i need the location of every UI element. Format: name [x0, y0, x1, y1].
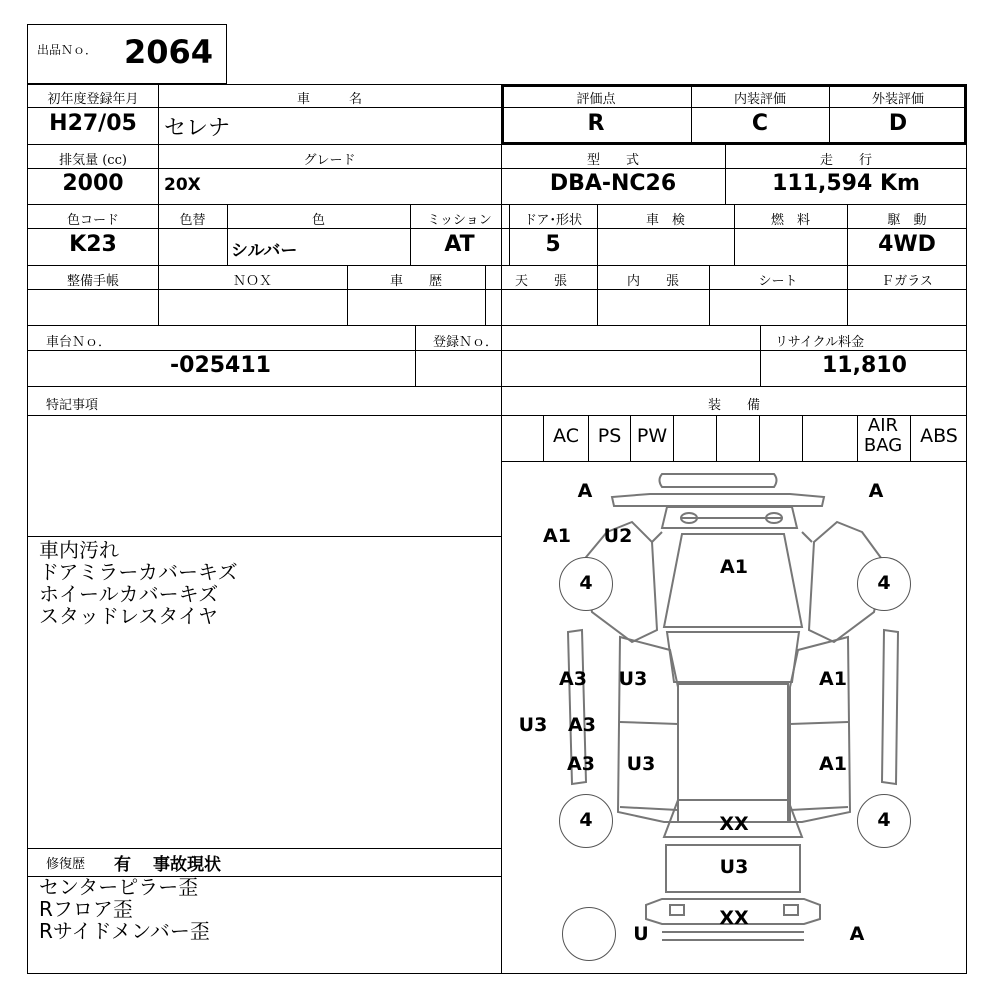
inspection-label: 車 検 [645, 213, 685, 228]
damage-mark: A [577, 480, 593, 502]
history-label: 車 歴 [389, 274, 442, 289]
repair-history-label: 修復歴 [46, 857, 86, 872]
repair-list [39, 876, 210, 942]
trim-label: グレード [303, 153, 356, 168]
roof-lining-label: 天 張 [514, 274, 567, 289]
damage-mark: A3 [567, 753, 595, 775]
tire-rear-right: 4 [857, 794, 911, 848]
nox-label: ＮＯＸ [232, 274, 272, 289]
repair-line: センターピラー歪 [39, 875, 199, 899]
interior-grade-value: C [751, 111, 769, 136]
damage-mark: XX [719, 813, 749, 835]
damage-mark: A1 [819, 668, 847, 690]
tire-front-left: 4 [559, 557, 613, 611]
car-name-value: セレナ [164, 116, 231, 141]
equipment-item-abs: ABS [920, 425, 958, 447]
note-line: スタッドレスタイヤ [39, 604, 218, 628]
damage-mark: U3 [518, 714, 548, 736]
damage-mark: U [633, 923, 649, 945]
equipment-item-ac: AC [553, 425, 579, 447]
damage-mark: U3 [618, 668, 648, 690]
tire-front-right: 4 [857, 557, 911, 611]
recycle-fee-label: リサイクル料金 [775, 335, 865, 350]
color-change-label: 色替 [179, 213, 206, 228]
mission-label: ミッション [427, 213, 492, 228]
trim-value: 20X [164, 175, 201, 195]
tire-spare [562, 907, 616, 961]
lot-number-box [27, 24, 227, 84]
equipment-item-pw: PW [636, 425, 668, 447]
damage-mark: A3 [559, 668, 587, 690]
damage-mark: A1 [819, 753, 847, 775]
damage-mark: A1 [543, 525, 571, 547]
car-name-label: 車 名 [296, 92, 362, 107]
note-line: ホイールカバーキズ [39, 582, 219, 606]
chassis-number-value: -025411 [170, 353, 271, 378]
damage-mark: U3 [626, 753, 656, 775]
color-code-label: 色コード [66, 213, 119, 228]
mileage-value: 111,594 Km [772, 171, 920, 196]
displacement-value: 2000 [62, 171, 124, 196]
damage-mark: XX [719, 907, 749, 929]
front-glass-label: Ｆガラス [881, 274, 933, 289]
interior-grade-label: 内装評価 [733, 92, 786, 107]
mileage-label: 走 行 [819, 153, 872, 168]
grade-label: 評価点 [576, 92, 616, 107]
color-value: シルバー [231, 241, 298, 261]
damage-mark: A3 [568, 714, 596, 736]
registration-number-label: 登録Ｎｏ． [433, 335, 499, 350]
reg-date-value: H27/05 [49, 111, 137, 136]
exterior-grade-value: D [888, 111, 908, 136]
repair-history-value: 有 [114, 855, 131, 875]
damage-mark: A1 [720, 556, 748, 578]
lot-number-value: 2064 [124, 33, 214, 71]
door-label: ドア･形状 [523, 213, 583, 228]
repair-line: Rフロア歪 [39, 897, 133, 921]
model-value: DBA-NC26 [549, 171, 677, 196]
equipment-item-ps: PS [597, 425, 622, 447]
tire-rear-left: 4 [559, 794, 613, 848]
damage-mark: A [849, 923, 865, 945]
notes-label: 特記事項 [46, 398, 99, 413]
drive-label: 駆 動 [887, 213, 927, 228]
door-value: 5 [545, 232, 561, 257]
interior-lining-label: 内 張 [626, 274, 679, 289]
lot-number-label: 出品Ｎｏ． [37, 43, 98, 57]
accident-status-label: 事故現状 [153, 855, 221, 875]
damage-mark: A [868, 480, 884, 502]
mission-value: AT [444, 232, 475, 257]
damage-mark: U2 [603, 525, 633, 547]
damage-mark: U3 [719, 856, 749, 878]
displacement-label: 排気量 (cc) [59, 153, 127, 168]
model-label: 型 式 [586, 153, 639, 168]
equipment-label: 装 備 [707, 398, 760, 413]
exterior-grade-label: 外装評価 [871, 92, 924, 107]
color-code-value: K23 [69, 232, 117, 257]
service-book-label: 整備手帳 [66, 274, 119, 289]
reg-date-label: 初年度登録年月 [47, 92, 139, 107]
seat-label: シート [758, 274, 798, 289]
fuel-label: 燃 料 [770, 213, 810, 228]
chassis-number-label: 車台Ｎｏ． [46, 335, 112, 350]
equipment-item-airbag: AIR BAG [863, 415, 903, 456]
notes-list [39, 539, 238, 627]
recycle-fee-value: 11,810 [822, 353, 907, 378]
note-line: ドアミラーカバーキズ [39, 560, 238, 584]
color-label: 色 [311, 213, 325, 228]
drive-value: 4WD [878, 232, 936, 257]
grade-value: R [587, 111, 605, 136]
repair-line: Rサイドメンバー歪 [39, 919, 210, 943]
note-line: 車内汚れ [39, 538, 119, 562]
